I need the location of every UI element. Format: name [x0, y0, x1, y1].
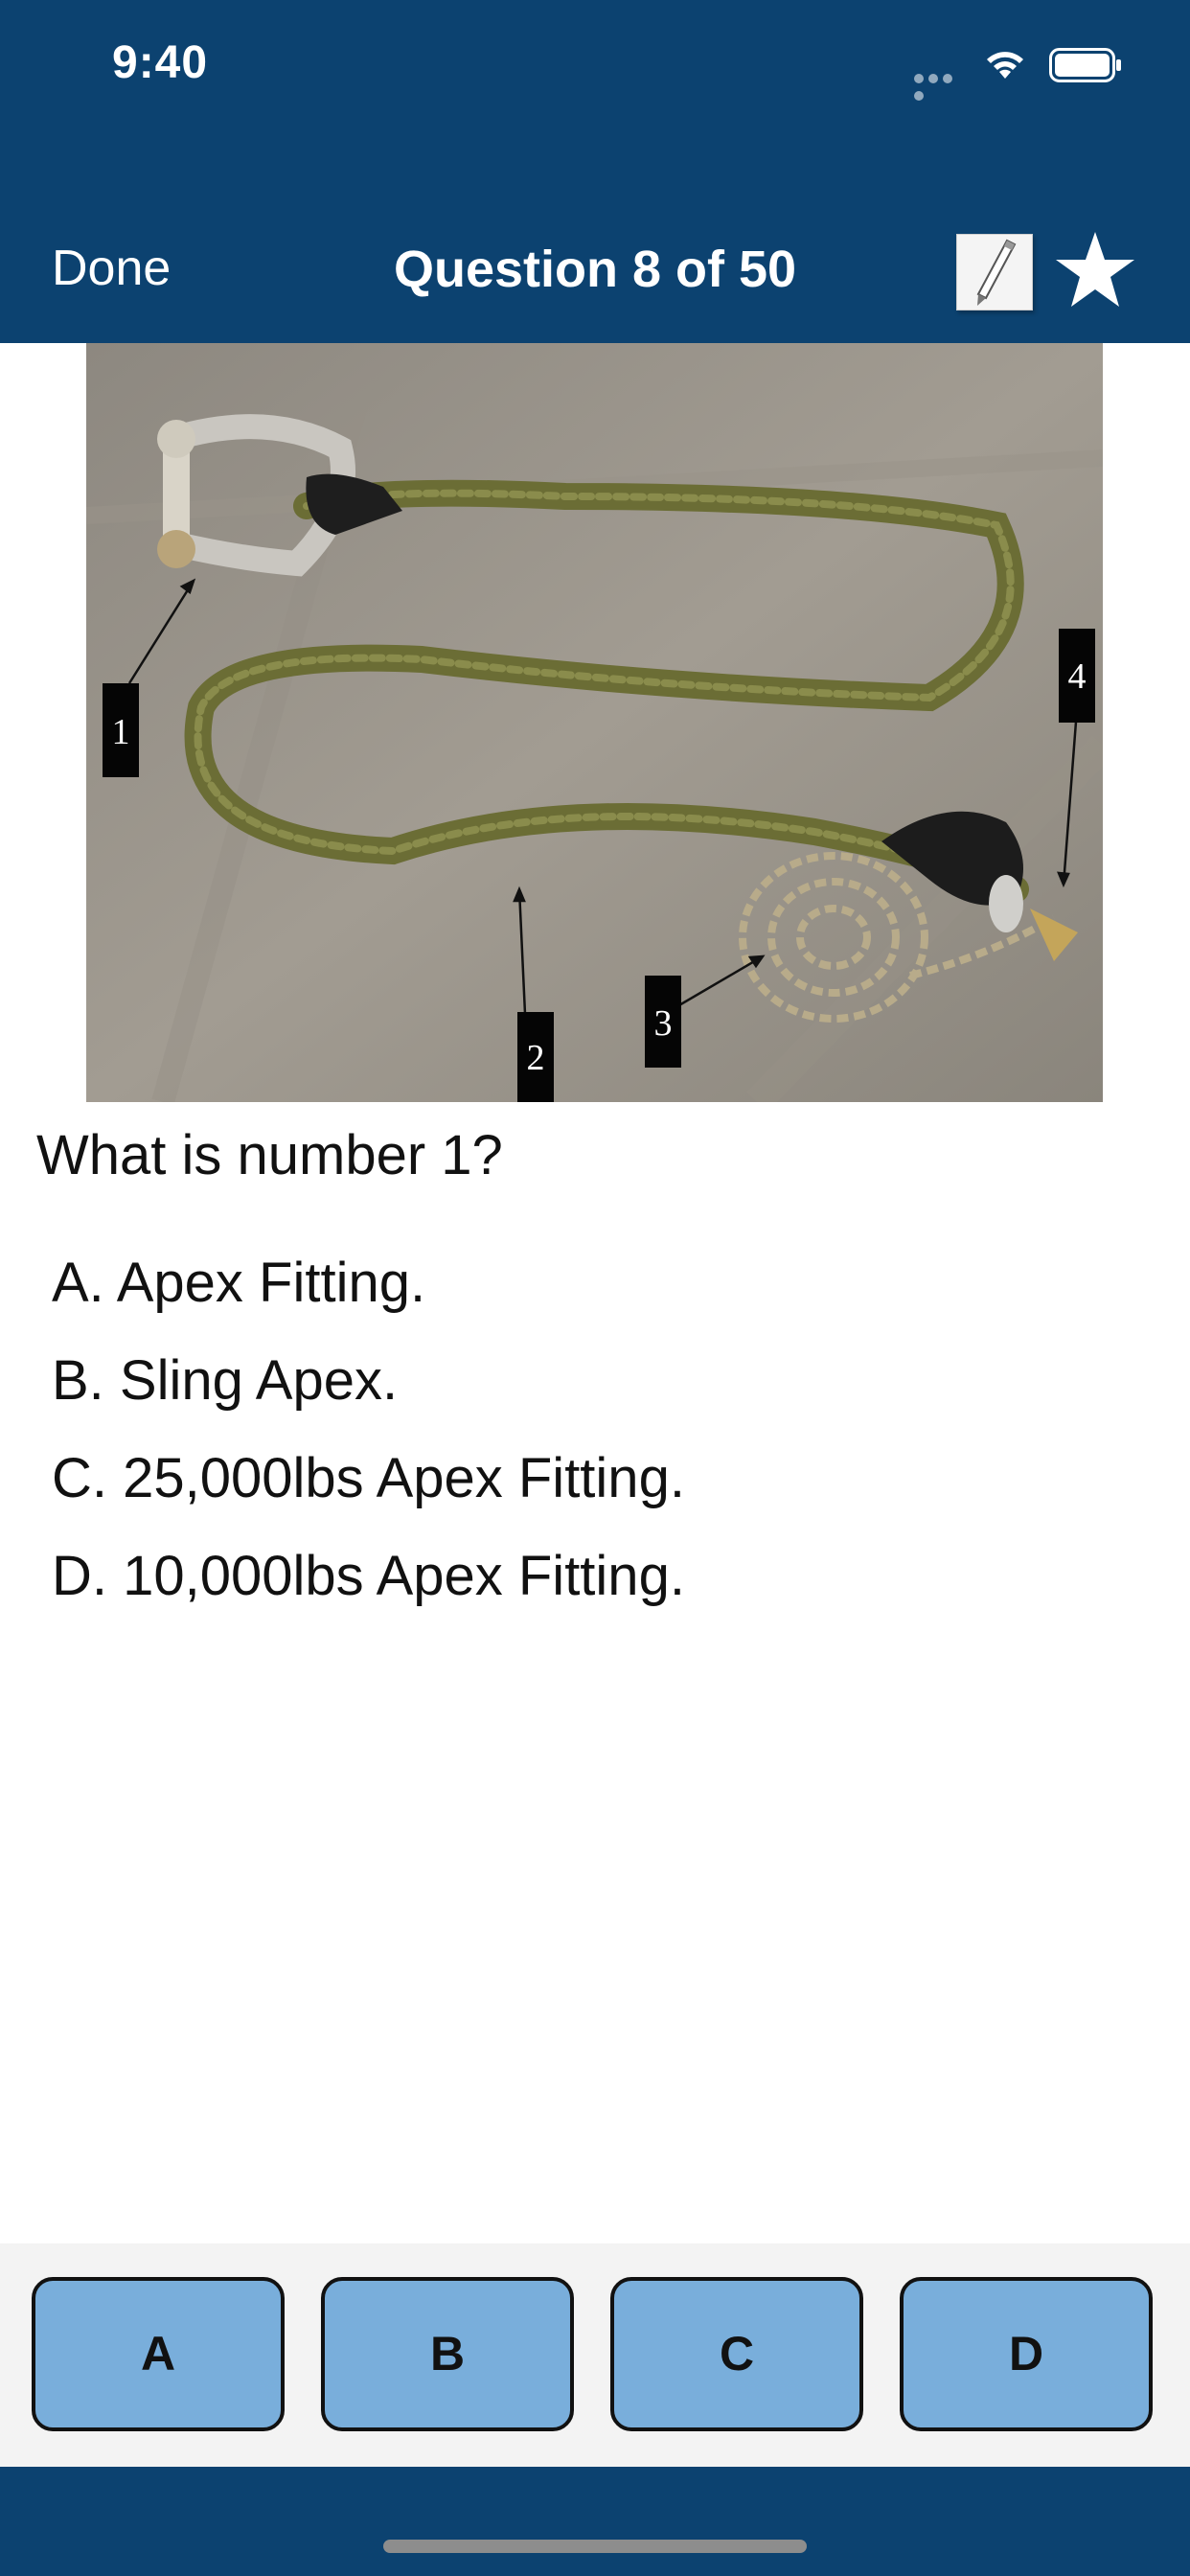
- callout-label-3: [645, 976, 681, 1068]
- option-b[interactable]: B. Sling Apex.: [52, 1349, 399, 1412]
- status-time: 9:40: [112, 37, 209, 88]
- option-a[interactable]: A. Apex Fitting.: [52, 1252, 426, 1314]
- bottom-bar: [0, 2467, 1190, 2576]
- option-list: [52, 1249, 685, 1640]
- answer-panel: [0, 2243, 1190, 2467]
- option-d[interactable]: D. 10,000lbs Apex Fitting.: [52, 1545, 685, 1607]
- answer-b-button[interactable]: B: [321, 2277, 574, 2431]
- callout-label-4: [1059, 629, 1095, 723]
- star-icon[interactable]: [1054, 230, 1136, 310]
- page-title: Question 8 of 50: [393, 241, 797, 298]
- answer-c-button[interactable]: C: [610, 2277, 863, 2431]
- svg-text:2: 2: [526, 1038, 545, 1078]
- wifi-icon: [981, 44, 1029, 82]
- cellular-signal-icon: [914, 71, 970, 80]
- svg-text:1: 1: [111, 712, 130, 752]
- done-button[interactable]: Done: [52, 241, 172, 296]
- battery-icon: [1049, 48, 1122, 82]
- home-indicator[interactable]: [383, 2540, 807, 2553]
- note-button[interactable]: [956, 234, 1033, 310]
- callout-label-1: [103, 683, 139, 777]
- svg-text:4: 4: [1067, 656, 1087, 697]
- answer-a-button[interactable]: A: [32, 2277, 285, 2431]
- question-photo: [86, 343, 1103, 1102]
- svg-text:3: 3: [653, 1003, 673, 1044]
- question-text: What is number 1?: [36, 1124, 503, 1186]
- option-c[interactable]: C. 25,000lbs Apex Fitting.: [52, 1447, 685, 1509]
- top-bar: [0, 0, 1190, 343]
- answer-d-button[interactable]: D: [900, 2277, 1153, 2431]
- note-pencil-icon: [957, 235, 1032, 310]
- callout-label-2: [517, 1012, 554, 1102]
